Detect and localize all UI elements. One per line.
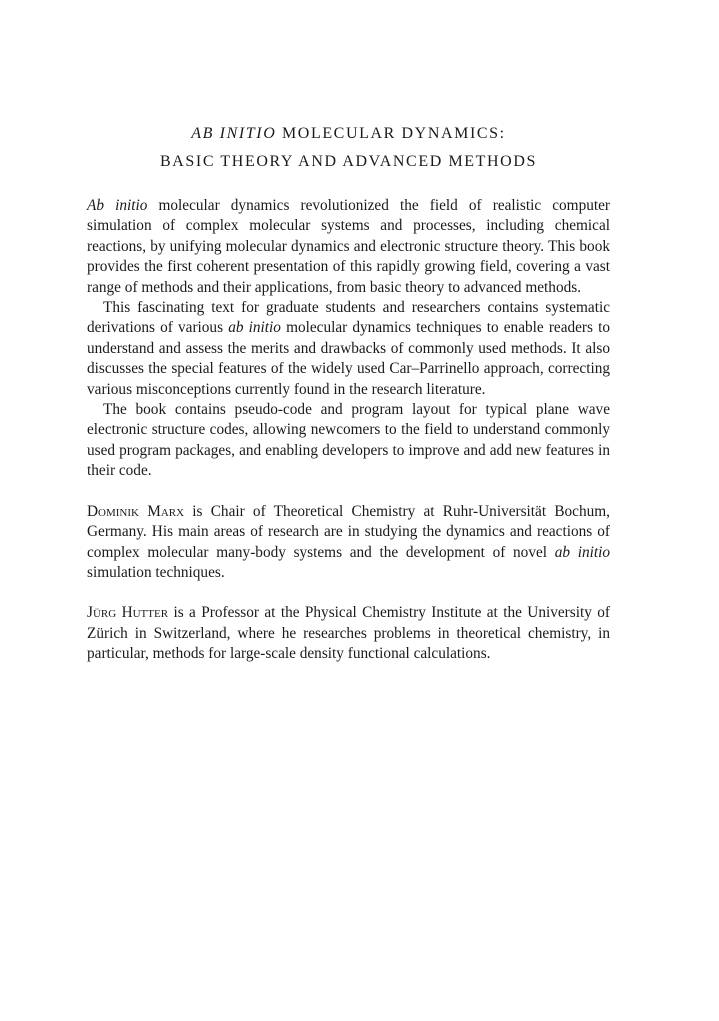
author-name: Dominik Marx (87, 502, 185, 520)
author-bio-text-a: is Chair of Theoretical Chemistry at Ruhr-Universität Bochum, Germany. His main areas of research are in studying the dynamics and reactions of complex molecular many-body systems and the development of novel (87, 502, 610, 561)
author-bio-paragraph (87, 603, 610, 664)
author-bio-text: is a Professor at the Physical Chemistry Institute at the University of Zürich in Switzerland, where he researches problems in theoretical chemistry, in particular, methods for large-scale density functional calculations. (87, 604, 610, 663)
description-paragraph-1 (87, 196, 610, 298)
description-paragraph-3: The book contains pseudo-code and program layout for typical plane wave electronic structure codes, allowing newcomers to the field to understand commonly used program packages, and enabling developers to improve and add new features in their code. (87, 401, 610, 480)
p2-text-b: molecular dynamics techniques to enable readers to understand and assess the merits and drawbacks of commonly used methods. It also discusses the special features of the widely used Car–Parrinello approach, correcting various misconceptions currently found in the research literature. (87, 319, 611, 398)
title-line1-rest: MOLECULAR DYNAMICS: (276, 125, 506, 142)
author-name: Jürg Hutter (87, 604, 169, 622)
title-line2: BASIC THEORY AND ADVANCED METHODS (160, 153, 537, 170)
author-bio-italic: ab initio (554, 543, 610, 561)
title-italic-part: AB INITIO (191, 125, 277, 142)
page-content (87, 120, 610, 665)
author-bio-hutter (87, 603, 610, 664)
book-description (87, 196, 610, 482)
p2-text-a: This fascinating text for graduate students and researchers contains systematic derivations of various (87, 299, 610, 337)
author-bio-text-b: simulation techniques. (87, 563, 225, 581)
p1-text: molecular dynamics revolutionized the field of realistic computer simulation of complex molecular systems and processes, including chemical reactions, by unifying molecular dynamics and electronic structure theory. This book provides the first coherent presentation of this rapidly growing field, covering a vast range of methods and their applications, from basic theory to advanced methods. (87, 197, 611, 296)
description-paragraph-2 (87, 298, 610, 400)
author-bio-marx (87, 502, 610, 584)
p1-italic: Ab initio (87, 197, 148, 214)
book-title (87, 120, 610, 176)
p2-italic: ab initio (228, 319, 281, 337)
author-bio-paragraph (87, 502, 610, 584)
